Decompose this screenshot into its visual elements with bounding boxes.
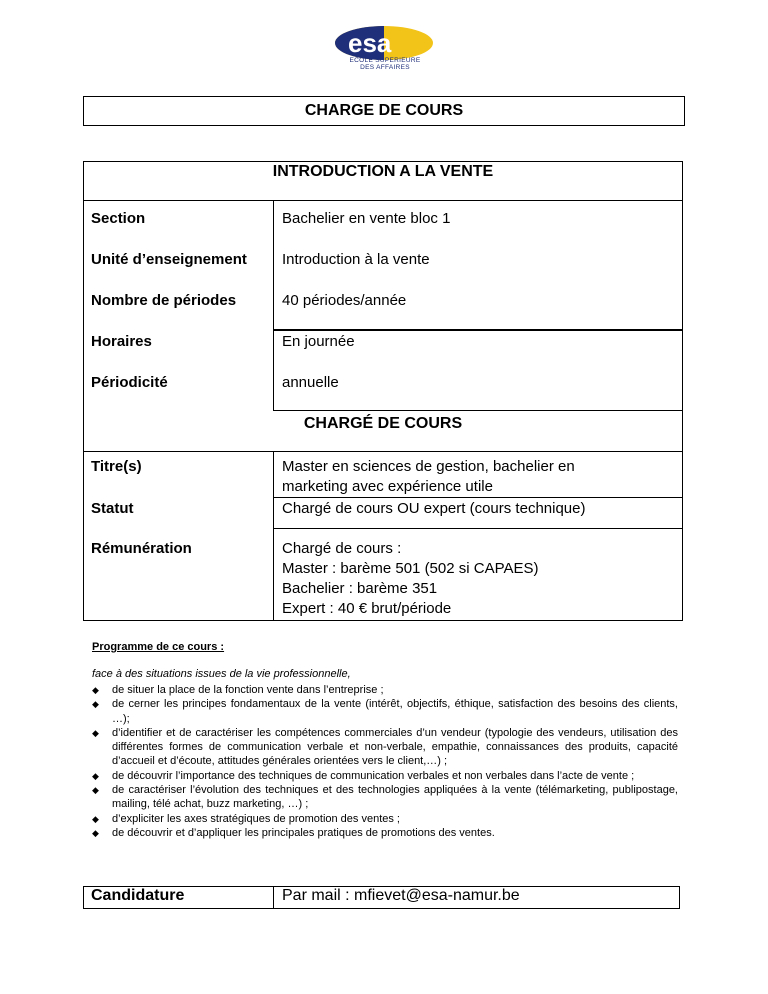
program-item-text: de découvrir et d’appliquer les principales pratiques de promotions des ventes. [112, 826, 495, 839]
row-value-remuneration-line2: Master : barème 501 (502 si CAPAES) [282, 560, 539, 577]
logo-caption-line1: ECOLE SUPERIEURE [349, 57, 421, 64]
program-item-text: d’expliciter les axes stratégiques de promotion des ventes ; [112, 812, 400, 825]
program-item-text: de situer la place de la fonction vente dans l’entreprise ; [112, 684, 384, 696]
row-value-remuneration-line1: Chargé de cours : [282, 540, 402, 557]
row-label-periodes: Nombre de périodes [91, 292, 237, 309]
row-value-titres-line1: Master en sciences de gestion, bachelier en [282, 458, 575, 475]
diamond-bullet-icon: ◆ [92, 699, 99, 710]
row-label-periodicite: Périodicité [91, 374, 168, 391]
logo-letter-e: esa [348, 28, 392, 58]
logo-caption-line2: DES AFFAIRES [360, 64, 410, 71]
list-item [92, 769, 678, 783]
row-value-section: Bachelier en vente bloc 1 [282, 210, 451, 227]
row-value-periodes: 40 périodes/année [282, 292, 407, 309]
logo-caption [336, 57, 434, 71]
row-value-remuneration-line4: Expert : 40 € brut/période [282, 600, 452, 617]
program-item-text: de cerner les principes fondamentaux de la vente (intérêt, objectifs, éthique, satisfaction des besoins des clients, …); [112, 698, 678, 725]
course-title: INTRODUCTION A LA VENTE [272, 163, 494, 180]
program-title: Programme de ce cours : [92, 641, 225, 653]
row-label-section: Section [91, 210, 146, 227]
row-label-statut: Statut [91, 500, 134, 517]
list-item [92, 826, 678, 840]
list-item [92, 683, 678, 697]
program-intro: face à des situations issues de la vie professionnelle, [92, 668, 351, 680]
row-value-unite: Introduction à la vente [282, 251, 430, 268]
row-value-horaires: En journée [282, 333, 355, 350]
document-title: CHARGE DE COURS [304, 102, 464, 119]
row-label-horaires: Horaires [91, 333, 152, 350]
row-value-titres-line2: marketing avec expérience utile [282, 478, 493, 495]
row-label-titres: Titre(s) [91, 458, 142, 475]
list-item [92, 726, 678, 769]
diamond-bullet-icon: ◆ [92, 685, 99, 695]
list-item [92, 812, 678, 826]
row-value-remuneration-line3: Bachelier : barème 351 [282, 580, 438, 597]
lecturer-title: CHARGÉ DE COURS [303, 415, 463, 432]
diamond-bullet-icon: ◆ [92, 827, 99, 838]
program-list [92, 683, 678, 840]
program-item-text: de découvrir l’importance des techniques de communication verbales et non verbales dans l’acte de vente ; [112, 769, 635, 782]
diamond-bullet-icon: ◆ [92, 785, 99, 796]
row-value-statut: Chargé de cours OU expert (cours technique) [282, 500, 586, 517]
row-label-unite: Unité d’enseignement [91, 251, 247, 268]
candidature-label: Candidature [91, 887, 185, 904]
list-item [92, 697, 678, 726]
program-item-text: d’identifier et de caractériser les compétences commerciales d’un vendeur (typologie des vendeurs, utilisation des différentes formes de communication verbale et non-verbale, empathie, connaissances des produits, capacité d’accueil et d’écoute, attitudes générales orientées vers le client,…) ; [112, 726, 678, 768]
diamond-bullet-icon: ◆ [92, 813, 99, 824]
document-title-box [83, 96, 685, 126]
candidature-divider [273, 886, 274, 909]
diamond-bullet-icon: ◆ [92, 727, 99, 738]
list-item [92, 783, 678, 812]
program-item-text: de caractériser l’évolution des techniques et des technologies appliquées à la vente (télémarketing, publipostage, mailing, télé achat, buzz marketing, …) ; [112, 784, 678, 811]
row-label-remuneration: Rémunération [91, 540, 192, 557]
candidature-email-link[interactable]: Par mail : mfievet@esa-namur.be [282, 887, 520, 904]
row-value-periodicite: annuelle [282, 374, 339, 391]
diamond-bullet-icon: ◆ [92, 770, 99, 781]
